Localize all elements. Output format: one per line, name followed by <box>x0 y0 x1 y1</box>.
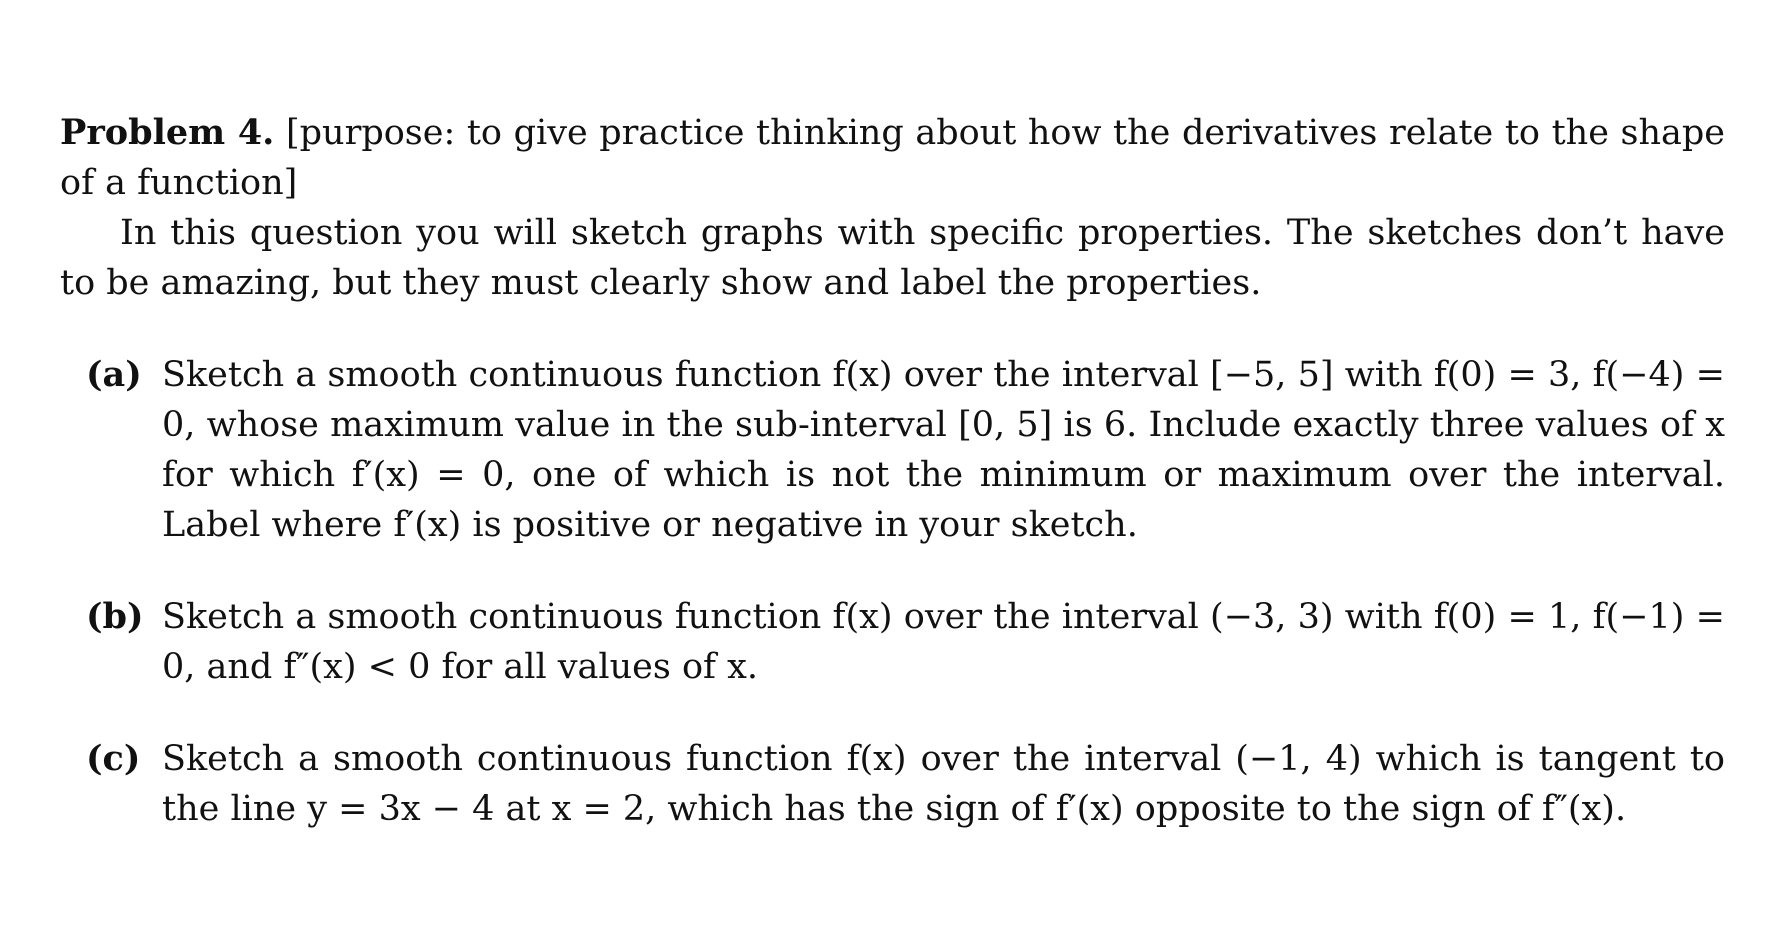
part-a-text: Sketch a smooth continuous function f(x) over the interval [−5, 5] with f(0) = 3, f(−4) = 0, whose maximum value in the sub-interval [0, 5] is 6. Include exactly three values of x for which f′(x) = 0, one of which is not the minimum or maximum over the interval. Label where f′(x) is positive or negative in your sketch. <box>162 355 1725 545</box>
part-c <box>60 734 1725 834</box>
problem-title: Problem 4. <box>60 112 275 153</box>
part-b-text: Sketch a smooth continuous function f(x) over the interval (−3, 3) with f(0) = 1, f(−1) = 0, and f″(x) < 0 for all values of x. <box>162 597 1725 687</box>
problem-purpose: [purpose: to give practice thinking about how the derivatives relate to the shape of a function] <box>60 113 1725 203</box>
problem-intro: In this question you will sketch graphs with specific properties. The sketches don’t have to be amazing, but they must clearly show and label the properties. <box>60 213 1725 303</box>
part-b-label: (b) <box>86 596 144 637</box>
part-c-label: (c) <box>86 738 141 779</box>
part-c-text: Sketch a smooth continuous function f(x) over the interval (−1, 4) which is tangent to the line y = 3x − 4 at x = 2, which has the sign of f′(x) opposite to the sign of f″(x). <box>162 739 1725 829</box>
parts-list <box>60 350 1725 834</box>
problem-document <box>60 108 1725 876</box>
problem-header <box>60 108 1725 208</box>
part-a <box>60 350 1725 550</box>
part-b <box>60 592 1725 692</box>
part-a-label: (a) <box>86 354 142 395</box>
